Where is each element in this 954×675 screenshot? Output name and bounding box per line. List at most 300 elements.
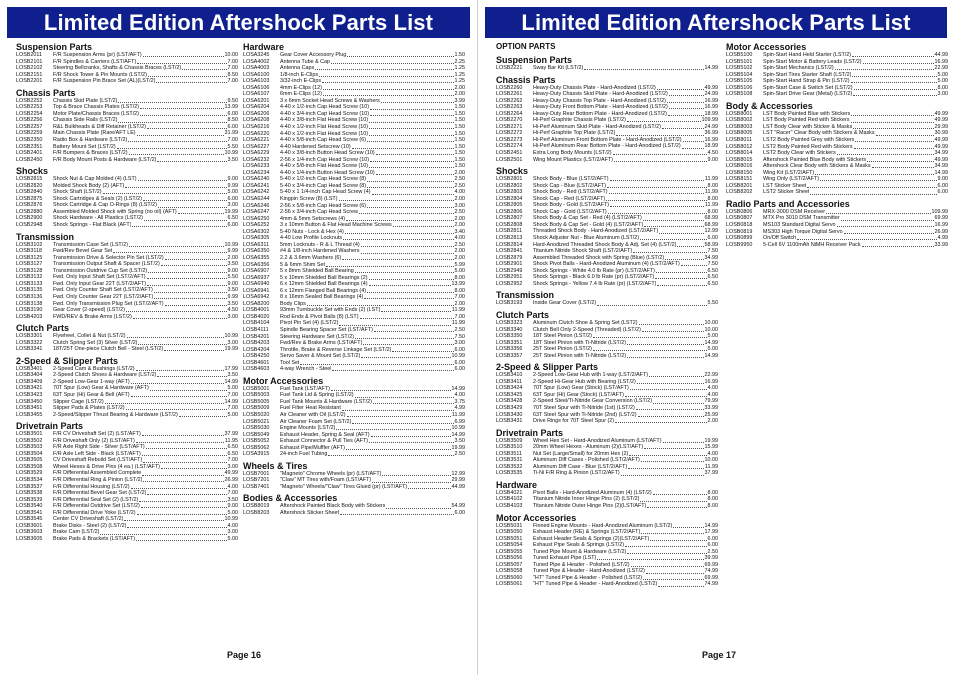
part-price: 16.99: [704, 104, 718, 111]
part-price: 9.99: [227, 248, 238, 255]
part-number: LOSB3133: [16, 280, 43, 287]
part-description: Wheel Hexes & Drive Pins (4 ea.) (LST/AFT): [53, 463, 160, 470]
dot-leader: [323, 95, 454, 96]
part-price: 10.99: [224, 516, 238, 523]
part-description: Shock Adjuster Nut - Blue Aluminum (LST/2): [533, 235, 640, 242]
part-description: Hard-Anodized Threaded Shock Body & Adj. Set (4) (LST/2): [533, 241, 677, 248]
part-description: F/R Body Mount Posts & Hardware (LST/2): [53, 156, 157, 163]
part-description: 2-Speed Clutch Shoes & Hardware (LST/2): [53, 372, 157, 379]
part-row: [16, 78, 238, 85]
part-description: 70T Spur (Low) Gear (Stock) (LST/AFT): [533, 385, 629, 392]
part-number: LOSB8151: [726, 176, 753, 183]
part-description: Assembled Threaded Shock with Spring (Blue) (LST/2): [533, 254, 665, 261]
part-row: [243, 451, 465, 458]
dot-leader: [147, 278, 227, 279]
part-price: 2.50: [454, 176, 465, 183]
part-number: LOSB4603: [243, 366, 270, 373]
part-description: "HT" Tuned Pipe & Header - Polished (LST/2): [533, 574, 642, 581]
part-price: 12.99: [451, 470, 465, 477]
dot-leader: [136, 442, 224, 443]
dot-leader: [631, 566, 704, 567]
part-price: 5.00: [454, 268, 465, 275]
section-title: Wheels & Tires: [243, 460, 308, 471]
dot-leader: [633, 252, 706, 253]
part-price: 16.99: [934, 222, 948, 229]
part-number: LOSB5056: [496, 555, 523, 562]
part-number: LOSA8200: [243, 300, 270, 307]
dot-leader: [161, 265, 227, 266]
part-price: 3.00: [227, 339, 238, 346]
part-description: 1/8-inch E-Clips: [280, 71, 319, 78]
part-description: Hi-Perf Aluminum Skid Plate - Hard-Anodized (LST/2): [533, 123, 661, 130]
dot-leader: [103, 193, 227, 194]
dot-leader: [657, 285, 706, 286]
part-description: LST2 Sticker Sheet: [763, 189, 810, 196]
part-description: Aluminum Clutch Shoe & Spring Set (LST2): [533, 319, 638, 326]
part-number: LOSB3424: [496, 385, 523, 392]
part-number: LOSB2841: [496, 248, 523, 255]
part-description: Shock Body - Red (LST/2/AFT): [533, 189, 608, 196]
section-title: Transmission: [496, 290, 555, 301]
dot-leader: [641, 533, 703, 534]
part-number: LOSB3545: [16, 516, 43, 523]
section-title: Chassis Parts: [16, 87, 76, 98]
part-description: Air Cleaner Foam Set (LST/2): [280, 418, 352, 425]
section-title: Motor Accessories: [243, 375, 324, 386]
part-description: 18T Steel Pinion (LST/2): [533, 333, 592, 340]
part-price: 7.00: [227, 65, 238, 72]
part-price: 1.50: [454, 163, 465, 170]
part-price: 7.00: [227, 78, 238, 85]
part-number: LOSB2880: [16, 208, 43, 215]
part-description: Exhaust Header Seals & Springs (2)(LST/2/AFT): [533, 535, 650, 542]
part-description: 2-56 x 3/4-inch Cap Head Screw: [280, 209, 358, 216]
dot-leader: [113, 252, 226, 253]
part-description: LST Body Clear with Sticker & Masks: [763, 123, 853, 130]
part-price: 49.99: [934, 156, 948, 163]
part-row: [496, 353, 718, 360]
part-description: 5-Cell 6V 1100mAh NiMH Receiver Pack: [763, 241, 861, 248]
part-number: LOSB3539: [16, 496, 43, 503]
part-number: LOSB2101: [16, 58, 43, 65]
part-price: 4.00: [227, 483, 238, 490]
part-price: 11.99: [704, 189, 718, 196]
part-number: LOSA6241: [243, 182, 270, 189]
part-description: Molded Shock Body (2) (AFT): [53, 182, 125, 189]
part-description: Heavy-Duty Chassis Skid Plate - Hard-Anodized (LST/2): [533, 91, 668, 98]
part-description: Fuel Tank Mounts & Hardware (LST/2): [280, 398, 372, 405]
part-number: LOSB3450: [16, 398, 43, 405]
part-number: LOSB5030: [243, 425, 270, 432]
dot-leader: [331, 63, 453, 64]
dot-leader: [165, 259, 227, 260]
part-price: 7.00: [454, 294, 465, 301]
part-description: Fwd. Only Counter Gear 22T (LST/2/AFT): [53, 293, 154, 300]
part-price: 10.99: [451, 353, 465, 360]
part-row: [726, 91, 948, 98]
part-description: Clutch Bell Only 2-Speed (Threaded) (LST/2): [533, 326, 641, 333]
dot-leader: [142, 455, 227, 456]
part-description: MS303 High Torque Digital Servo: [763, 228, 843, 235]
part-row: [496, 470, 718, 477]
dot-leader: [361, 357, 450, 358]
part-description: Exhaust Pipe Seals & Springs (LST/2): [533, 542, 625, 549]
part-number: LOSB3351: [496, 339, 523, 346]
dot-leader: [105, 403, 224, 404]
part-price: 3.00: [227, 202, 238, 209]
part-number: LOSB2151: [16, 71, 43, 78]
part-price: 3.40: [454, 228, 465, 235]
section-title: Motor Accessories: [496, 512, 577, 523]
part-description: 2-Speed Steel/Ti-Nitride Gear Conversion (LST/2): [533, 398, 653, 405]
dot-leader: [150, 390, 227, 391]
part-number: LOSB3193: [496, 300, 523, 307]
part-price: 9.00: [227, 176, 238, 183]
part-price: 2.00: [454, 300, 465, 307]
part-number: LOSB3535: [496, 470, 523, 477]
part-number: LOSB3102: [16, 241, 43, 248]
dot-leader: [841, 220, 934, 221]
part-price: 33.99: [704, 404, 718, 411]
part-description: F/R Spindles & Carriers (LST/AFT): [53, 58, 137, 65]
part-description: Pivot Pin Set (4) (LST/2): [280, 320, 339, 327]
part-number: LOSB5102: [726, 65, 753, 72]
part-description: #4 & 1/8-inch Hardened Washers: [280, 248, 360, 255]
part-description: Spindle Bearing Spacer Set (LST/AFT): [280, 326, 373, 333]
part-description: Heavy-Duty Chassis Top Plate - Hard-Anodized (LST/2): [533, 97, 666, 104]
part-number: LOSB3511: [496, 450, 522, 457]
part-description: Spin-Start Hand Strap & Pin (LST/2): [763, 78, 850, 85]
part-number: LOSB4102: [496, 496, 523, 503]
part-price: 8.00: [454, 287, 465, 294]
part-price: 15.99: [704, 444, 718, 451]
part-number: LOSB2260: [496, 84, 523, 91]
dot-leader: [614, 161, 707, 162]
part-number: LOSA3245: [243, 52, 270, 58]
part-price: 74.99: [704, 568, 718, 575]
part-number: LOSB4250: [243, 353, 270, 360]
dot-leader: [367, 292, 454, 293]
page-title: Limited Edition Aftershock Parts List: [521, 9, 911, 35]
part-description: Wing Only (LST/2/AFT): [763, 176, 820, 183]
part-price: 69.99: [934, 215, 948, 222]
part-description: Shock Springs - Yellow 7.4 lb Rate (pr) (LST/2/AFT): [533, 280, 657, 287]
part-price: 6.00: [454, 346, 465, 353]
part-number: LOSB2501: [496, 156, 523, 163]
part-description: Spin-Start Case & Switch Set (LST/2): [763, 84, 853, 91]
part-description: Spin-Start Drive Gear (Metal) (LST/2): [763, 91, 853, 98]
dot-leader: [810, 194, 936, 195]
part-price: 7.00: [227, 58, 238, 65]
section-title: Bodies & Accessories: [243, 493, 338, 504]
part-price: 22.99: [704, 372, 718, 379]
part-number: LOSB3605: [16, 535, 43, 542]
part-number: LOSA6103: [243, 78, 270, 85]
part-description: MS103 Standard Digital Servo: [763, 222, 836, 229]
part-number: LOSB3421: [16, 385, 43, 392]
part-price: 1.50: [454, 104, 465, 111]
dot-leader: [154, 298, 226, 299]
part-price: 1.25: [454, 78, 465, 85]
part-number: LOSB3504: [16, 450, 43, 457]
dot-leader: [835, 69, 934, 70]
dot-leader: [854, 89, 937, 90]
part-price: 16.99: [704, 378, 718, 385]
dot-leader: [307, 305, 454, 306]
part-price: 18.99: [704, 143, 718, 150]
part-number: LOSB3529: [16, 470, 43, 477]
part-price: 3.00: [227, 529, 238, 536]
dot-leader: [367, 181, 454, 182]
part-price: 9.00: [227, 267, 238, 274]
part-price: 7.00: [227, 457, 238, 464]
part-row: [496, 300, 718, 307]
part-number: LOSA6356: [243, 261, 270, 268]
part-number: LOSB0807: [726, 215, 753, 222]
dot-leader: [683, 141, 704, 142]
part-number: LOSB2801: [496, 176, 523, 183]
part-price: 6.00: [454, 510, 465, 516]
part-number: LOSA6311: [243, 241, 269, 248]
dot-leader: [837, 154, 934, 155]
part-number: LOSB3603: [16, 529, 43, 536]
part-description: Brake Pads & Brackets (LST/AFT): [53, 535, 136, 542]
part-price: 6.00: [707, 542, 718, 549]
part-price: 6.00: [227, 110, 238, 117]
part-price: 16.99: [704, 136, 718, 143]
part-number: LOSB5101: [726, 58, 753, 65]
dot-leader: [662, 128, 704, 129]
part-description: Tuned Exhaust Pipe (LST): [533, 555, 597, 562]
part-number: LOSB2901: [496, 261, 523, 268]
section-title: Clutch Parts: [16, 323, 70, 334]
part-description: Rod Ends & Pivot Balls (8) (LST): [280, 313, 359, 320]
part-description: F/R Differential Bevel Gear Set (LST/2): [53, 490, 147, 497]
part-number: LOSB5054: [496, 542, 523, 549]
part-price: 7.00: [454, 313, 465, 320]
dot-leader: [352, 148, 454, 149]
dot-leader: [352, 423, 453, 424]
part-number: LOSB2900: [16, 215, 43, 222]
dot-leader: [137, 514, 227, 515]
part-description: Shock Cartridges & Seals (2) (LST/2): [53, 195, 142, 202]
part-description: Shock Springs - Black 6.0 lb Rate (pr) (LST/2/AFT): [533, 274, 655, 281]
dot-leader: [628, 468, 704, 469]
part-price: 5.00: [937, 78, 948, 85]
dot-leader: [863, 63, 934, 64]
part-price: 6.50: [707, 274, 718, 281]
part-price: 7.50: [707, 261, 718, 268]
dot-leader: [644, 226, 703, 227]
part-description: Top & Brace Chassis Plates (LST/2): [53, 104, 139, 111]
part-description: LST Body Painted Blue with Stickers: [763, 110, 851, 117]
part-description: "HT" Tuned Pipe & Header - Hard-Anodized (LST/2): [533, 581, 658, 588]
part-price: 6.50: [227, 450, 238, 457]
part-price: 8.50: [227, 71, 238, 78]
part-number: LOSB3430: [496, 411, 523, 418]
parts-column-1: [496, 42, 718, 588]
dot-leader: [347, 416, 451, 417]
dot-leader: [127, 337, 224, 338]
part-price: 10.99: [451, 425, 465, 432]
part-description: F/R Bumpers & Braces (LST/2): [53, 150, 128, 157]
part-price: 1.50: [454, 124, 465, 131]
part-price: 7.00: [227, 405, 238, 412]
part-number: LOSB8016: [726, 163, 753, 170]
dot-leader: [381, 102, 454, 103]
part-price: 3.00: [454, 340, 465, 347]
part-description: Shock Cap - Blue (LST/2/AFT): [533, 182, 607, 189]
part-number: LOSB2804: [496, 195, 523, 202]
part-number: LOSB4204: [243, 346, 270, 353]
part-description: Threaded Shock Body - Hard-Anodized (LST/2/AFT): [533, 228, 659, 235]
part-number: LOSB2803: [496, 189, 523, 196]
dot-leader: [342, 259, 453, 260]
part-number: LOSB7201: [243, 477, 270, 484]
part-price: 2.50: [454, 182, 465, 189]
part-description: 5-40 Nuts - Lock & Hex (4): [280, 228, 344, 235]
part-description: 2-Speed Low-Gear 1-way (AFT): [53, 378, 130, 385]
part-price: 49.99: [934, 117, 948, 124]
part-number: LOSB2807: [496, 215, 523, 222]
dot-leader: [837, 226, 934, 227]
dot-leader: [681, 265, 707, 266]
part-description: Nut Set (Large/Small) for 20mm Hex (2): [533, 450, 629, 457]
part-description: F/R Differential Seal Set (2) (LST/2): [53, 496, 139, 503]
part-description: Fwd/Rev & Brake Arms (LST/AFT): [280, 340, 363, 347]
part-number: LOSA6107: [243, 91, 270, 98]
part-price: 2.50: [454, 326, 465, 333]
part-price: 34.99: [934, 163, 948, 170]
part-price: 3.00: [227, 463, 238, 470]
part-price: 19.99: [224, 346, 238, 353]
part-price: 9.00: [227, 280, 238, 287]
part-description: Chassis Side Rails (LST/2): [53, 117, 118, 124]
part-number: LOSA6201: [243, 97, 270, 104]
dot-leader: [797, 239, 936, 240]
part-number: LOSB8011: [726, 137, 752, 144]
part-price: 14.99: [704, 352, 718, 359]
dot-leader: [621, 475, 704, 476]
part-number: LOSA6355: [243, 254, 270, 261]
part-description: F/R Differential Outdrive Set (LST/2): [53, 503, 140, 510]
part-number: LOSB2262: [496, 97, 523, 104]
part-number: LOSB4104: [243, 320, 270, 327]
part-description: 63T Spur (Hi) Gear (Stock) (LST/AFT): [533, 391, 624, 398]
part-price: 8.00: [707, 182, 718, 189]
part-number: LOSB3323: [496, 319, 523, 326]
dot-leader: [643, 579, 704, 580]
dot-leader: [140, 115, 227, 116]
part-number: LOSB3508: [16, 463, 43, 470]
part-number: LOSB5057: [496, 561, 523, 568]
part-price: 2.00: [454, 91, 465, 98]
part-number: LOSB2875: [16, 195, 43, 202]
part-number: LOSB2401: [16, 150, 43, 157]
part-description: Shock Springs - Flat Black (AFT): [53, 222, 132, 229]
part-price: 44.99: [451, 483, 465, 490]
part-description: Wing Kit (LST/2/AFT): [763, 169, 815, 176]
part-description: 5 x 8mm Shielded Ball Bearing: [280, 268, 354, 275]
part-description: Brake Disks - Steel (2) (LST/2): [53, 522, 127, 529]
part-description: 5mm Locknuts - R & L Thread (4): [280, 241, 360, 248]
part-price: 5.00: [937, 71, 948, 78]
part-number: LOSB3356: [496, 346, 523, 353]
part-description: Hi-Perf Graphite Chassis Plate (LST/2): [533, 117, 626, 124]
part-number: LOSB2351: [16, 143, 43, 150]
part-description: 4-way Wrench - Steel: [280, 366, 332, 373]
part-price: 7.00: [227, 391, 238, 398]
part-number: LOSB3136: [16, 293, 43, 300]
part-price: 25.99: [704, 411, 718, 418]
part-number: LOSB8012: [726, 143, 753, 150]
part-price: 2.00: [707, 418, 718, 425]
part-description: Fwd. Only Counter Shaft Set (LST/2/AFT): [53, 287, 153, 294]
part-number: LOSA6206: [243, 110, 270, 117]
section-title: 2-Speed & Slipper Parts: [16, 355, 119, 366]
part-number: LOSB2264: [496, 110, 523, 117]
part-number: LOSB2263: [496, 104, 523, 111]
part-row: [726, 242, 948, 249]
part-price: 58.99: [704, 241, 718, 248]
part-price: 1.50: [454, 150, 465, 157]
part-number: LOSB3537: [16, 483, 43, 490]
part-number: LOSB4021: [496, 489, 523, 496]
dot-leader: [851, 115, 933, 116]
dot-leader: [143, 481, 223, 482]
section-title: Motor Accessories: [726, 42, 807, 52]
part-number: LOSB2814: [496, 241, 523, 248]
part-description: Aftershock Painted Blue Body with Stickers: [763, 156, 867, 163]
part-price: 7.00: [227, 137, 238, 144]
part-description: Body Clips: [280, 300, 306, 307]
dot-leader: [345, 233, 454, 234]
part-description: F/R Differential Drive Yoke (LST/2): [53, 509, 136, 516]
part-number: LOSB3301: [16, 333, 43, 340]
part-description: Fuel Filter Heat Resistant: [280, 405, 341, 412]
part-number: LOSB2256: [16, 117, 43, 124]
part-price: 34.99: [934, 150, 948, 157]
part-number: LOSB3409: [16, 378, 43, 385]
dot-leader: [408, 488, 450, 489]
part-description: Clutch Spring Set (3) Silver (LST/2): [53, 339, 138, 346]
part-number: LOSB2261: [496, 91, 523, 98]
dot-leader: [367, 207, 454, 208]
part-description: Hi-Perf Aluminum Rear Bottom Plate - Hard-Anodized (LST/2): [533, 143, 681, 150]
part-number: LOSB8019: [243, 503, 270, 510]
dot-leader: [382, 475, 450, 476]
dot-leader: [164, 350, 223, 351]
part-price: 30.99: [934, 130, 948, 137]
part-number: LOSB3401: [16, 365, 43, 372]
part-price: 8.00: [707, 502, 718, 509]
part-price: 68.99: [704, 215, 718, 222]
part-number: LOSB2254: [16, 110, 43, 117]
dot-leader: [132, 226, 226, 227]
part-description: F/R Axle Right Side - Silver (LST/AFT): [53, 444, 145, 451]
part-description: Transmission Output Shaft & Spacer (LST/2): [53, 261, 160, 268]
part-number: LOSB3135: [16, 287, 43, 294]
part-price: 3.00: [454, 202, 465, 209]
dot-leader: [157, 376, 226, 377]
part-price: 14.99: [704, 65, 718, 71]
part-price: 49.99: [934, 110, 948, 117]
part-price: 5.50: [227, 143, 238, 150]
dot-leader: [131, 488, 227, 489]
part-price: 9.00: [937, 176, 948, 183]
part-description: LST2 Body Painted Grey with Stickers: [763, 137, 855, 144]
part-price: 17.99: [704, 529, 718, 536]
